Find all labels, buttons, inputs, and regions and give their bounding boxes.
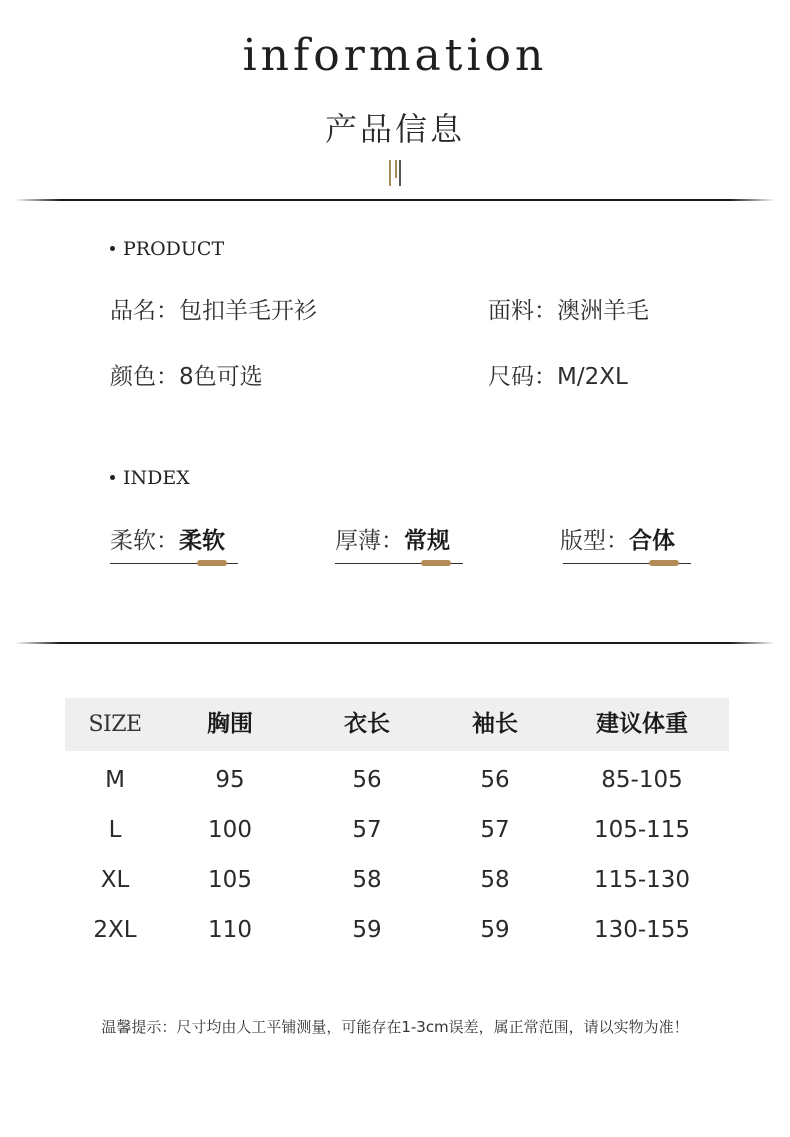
table-cell: 59 xyxy=(352,917,382,943)
top-divider xyxy=(15,199,775,201)
chinese-title: 产品信息 xyxy=(324,110,465,148)
field-value: 8色可选 xyxy=(179,364,263,390)
index-scale-marker xyxy=(421,560,451,566)
table-cell: 110 xyxy=(208,917,252,943)
index-scale-marker xyxy=(649,560,679,566)
table-cell: 57 xyxy=(352,817,382,843)
table-cell: 85-105 xyxy=(601,767,683,793)
product-field-name xyxy=(110,292,317,325)
english-title: information xyxy=(242,30,548,81)
middle-divider xyxy=(15,642,775,644)
table-cell: 105-115 xyxy=(593,817,691,843)
product-label-text: PRODUCT xyxy=(123,238,225,260)
index-value: 合体 xyxy=(629,528,675,554)
bullet-dot xyxy=(110,475,115,480)
product-section-label xyxy=(110,238,224,260)
index-key: 柔软： xyxy=(110,528,179,554)
measurement-note: 温馨提示：尺寸均由人工平铺测量，可能存在1-3cm误差，属正常范围，请以实物为准！ xyxy=(101,1018,689,1036)
table-cell: 56 xyxy=(352,767,382,793)
table-cell: 105 xyxy=(208,867,252,893)
index-section-label xyxy=(110,467,190,489)
index-key: 版型： xyxy=(560,528,629,554)
index-label-text: INDEX xyxy=(123,467,190,489)
index-value: 柔软 xyxy=(179,528,225,554)
table-cell: 57 xyxy=(480,817,510,843)
table-header-weight: 建议体重 xyxy=(596,711,688,737)
field-key: 品名： xyxy=(110,298,179,324)
index-key: 厚薄： xyxy=(335,528,404,554)
index-item-thickness xyxy=(335,522,450,555)
field-key: 颜色： xyxy=(110,364,179,390)
table-cell: M xyxy=(105,767,125,793)
table-header-size: SIZE xyxy=(88,712,142,737)
index-value: 常规 xyxy=(404,528,450,554)
bullet-dot xyxy=(110,246,115,251)
product-field-color xyxy=(110,358,263,391)
index-scale-marker xyxy=(197,560,227,566)
table-cell: 59 xyxy=(480,917,510,943)
field-value: 包扣羊毛开衫 xyxy=(179,298,317,324)
table-header-sleeve: 袖长 xyxy=(472,711,518,737)
table-cell: 95 xyxy=(215,767,245,793)
index-item-fit xyxy=(560,522,675,555)
product-field-size xyxy=(488,358,628,391)
table-cell: 115-130 xyxy=(593,867,691,893)
table-cell: L xyxy=(108,817,122,843)
table-header-length: 衣长 xyxy=(344,711,390,737)
index-item-softness xyxy=(110,522,225,555)
table-cell: 2XL xyxy=(93,917,137,943)
table-cell: 130-155 xyxy=(593,917,691,943)
decorative-bars-icon xyxy=(388,160,402,186)
table-cell: 58 xyxy=(352,867,382,893)
table-cell: XL xyxy=(100,867,130,893)
table-header-chest: 胸围 xyxy=(207,711,253,737)
field-value: 澳洲羊毛 xyxy=(557,298,649,324)
field-key: 尺码： xyxy=(488,364,557,390)
table-cell: 56 xyxy=(480,767,510,793)
field-key: 面料： xyxy=(488,298,557,324)
field-value: M/2XL xyxy=(557,364,628,390)
table-cell: 58 xyxy=(480,867,510,893)
product-field-fabric xyxy=(488,292,649,325)
table-cell: 100 xyxy=(208,817,252,843)
